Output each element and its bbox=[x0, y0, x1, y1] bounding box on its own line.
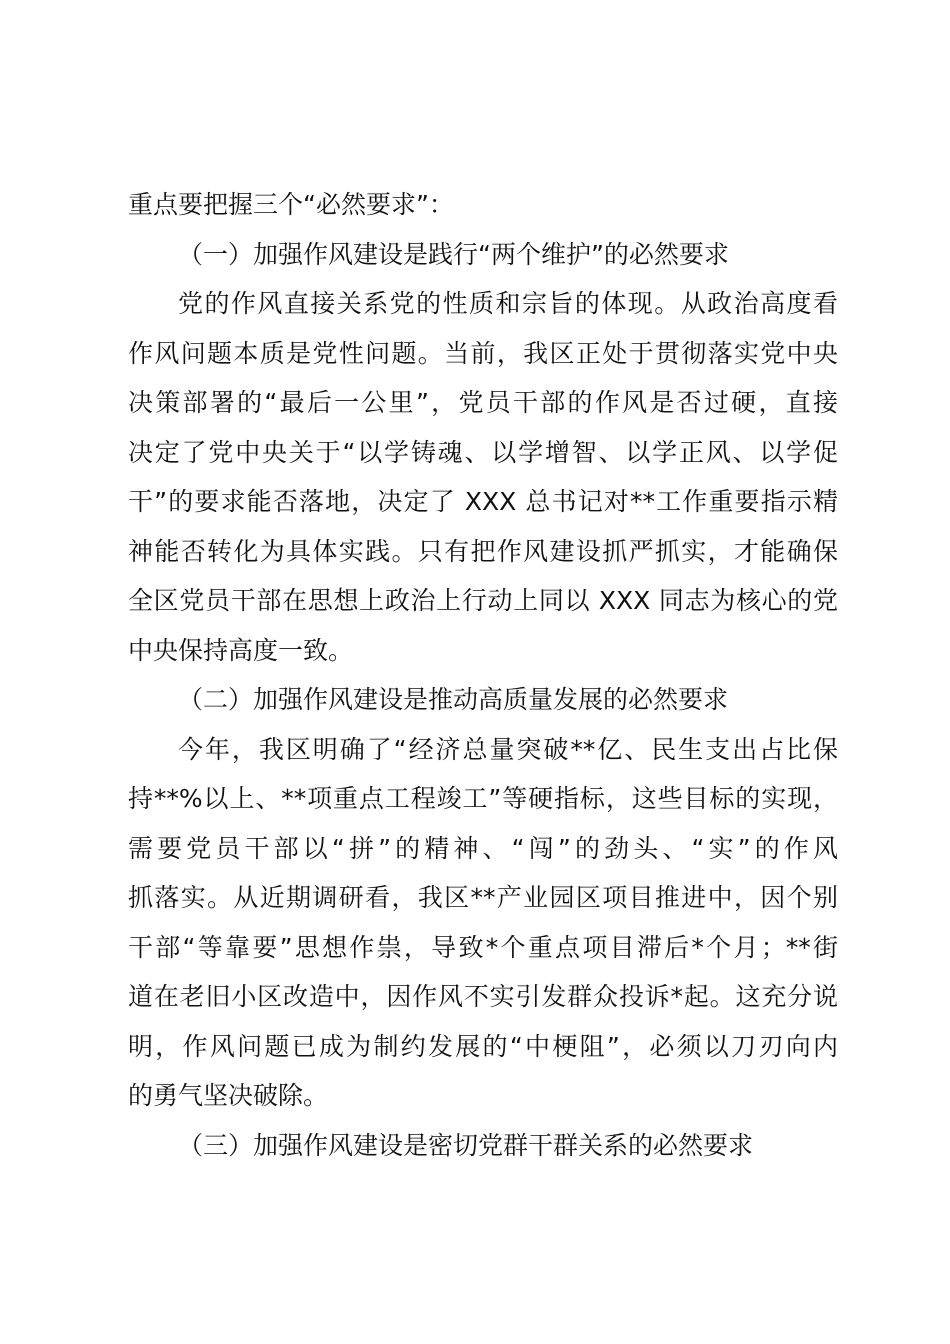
text-line: （一）加强作风建设是践行“两个维护”的必然要求 bbox=[178, 239, 729, 269]
text-line: 干部“等靠要”思想作祟，导致*个重点项目滞后*个月；**街 bbox=[128, 932, 838, 962]
paragraph bbox=[128, 180, 838, 230]
text-line: 的勇气坚决破除。 bbox=[128, 1081, 329, 1110]
text-line: 作风问题本质是党性问题。当前，我区正处于贯彻落实党中央 bbox=[128, 338, 838, 368]
text-line: 全区党员干部在思想上政治上行动上同以 XXX 同志为核心的党 bbox=[128, 586, 838, 615]
section-heading bbox=[128, 1121, 838, 1171]
text-line: （二）加强作风建设是推动高质量发展的必然要求 bbox=[178, 685, 729, 714]
text-line: 决定了党中央关于“以学铸魂、以学增智、以学正风、以学促 bbox=[128, 437, 838, 467]
section-heading bbox=[128, 230, 838, 280]
text-line: 决策部署的“最后一公里”，党员干部的作风是否过硬，直接 bbox=[128, 388, 838, 417]
text-line: 需要党员干部以“拼”的精神、“闯”的劲头、“实”的作风 bbox=[128, 833, 838, 863]
text-line: 干”的要求能否落地，决定了 XXX 总书记对**工作重要指示精 bbox=[128, 487, 838, 516]
text-line: （三）加强作风建设是密切党群干群关系的必然要求 bbox=[178, 1130, 754, 1160]
text-line: 道在老旧小区改造中，因作风不实引发群众投诉*起。这充分说 bbox=[128, 982, 838, 1011]
text-line: 重点要把握三个“必然要求”： bbox=[128, 190, 454, 219]
text-line: 神能否转化为具体实践。只有把作风建设抓严抓实，才能确保 bbox=[128, 536, 838, 566]
text-line: 今年，我区明确了“经济总量突破**亿、民生支出占比保 bbox=[178, 734, 838, 764]
text-line: 中央保持高度一致。 bbox=[128, 635, 354, 665]
document-body bbox=[128, 180, 838, 1170]
section-heading bbox=[128, 675, 838, 725]
paragraph bbox=[128, 279, 838, 675]
paragraph bbox=[128, 725, 838, 1121]
text-line: 党的作风直接关系党的性质和宗旨的体现。从政治高度看 bbox=[178, 289, 838, 318]
text-line: 持**%以上、**项重点工程竣工”等硬指标，这些目标的实现， bbox=[128, 784, 838, 813]
text-line: 明，作风问题已成为制约发展的“中梗阻”，必须以刀刃向内 bbox=[128, 1031, 838, 1061]
text-line: 抓落实。从近期调研看，我区**产业园区项目推进中，因个别 bbox=[128, 883, 838, 912]
